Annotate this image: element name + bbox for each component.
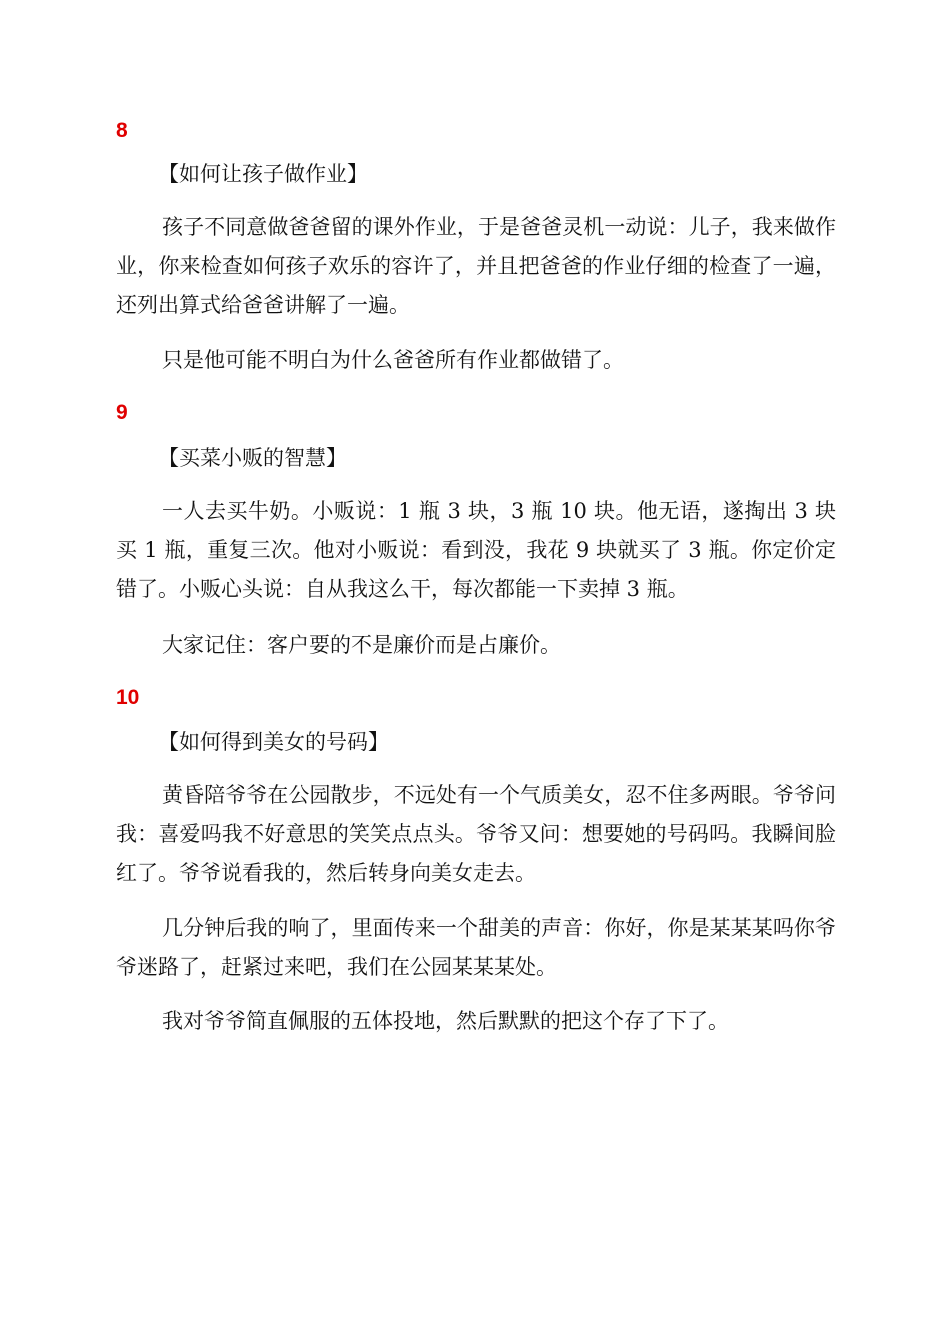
section-number-9: 9	[116, 401, 128, 424]
paragraph-10-3: 我对爷爷简直佩服的五体投地，然后默默的把这个存了下了。	[162, 1009, 729, 1033]
paragraph-8-1: 孩子不同意做爸爸留的课外作业，于是爸爸灵机一动说：儿子，我来做作业，你来检查如何孩子欢乐的容许了，并且把爸爸的作业仔细的检查了一遍，还列出算式给爸爸讲解了一遍。	[116, 215, 836, 317]
paragraph-10-2: 几分钟后我的响了，里面传来一个甜美的声音：你好，你是某某某吗你爷爷迷路了，赶紧过来吧，我们在公园某某某处。	[116, 916, 836, 979]
paragraph-9-2: 大家记住：客户要的不是廉价而是占廉价。	[162, 633, 561, 657]
section-number-10: 10	[116, 686, 140, 709]
paragraph-8-2: 只是他可能不明白为什么爸爸所有作业都做错了。	[162, 348, 624, 372]
paragraph-9-1: 一人去买牛奶。小贩说：1 瓶 3 块，3 瓶 10 块。他无语，遂掏出 3 块买 1 瓶，重复三次。他对小贩说：看到没，我花 9 块就买了 3 瓶。你定价定错了。小贩心头说：自从我这么干，每次都能一下卖掉 3 瓶。	[116, 499, 836, 601]
section-number-8: 8	[116, 119, 128, 142]
section-title-9: 【买菜小贩的智慧】	[158, 446, 347, 470]
paragraph-10-1: 黄昏陪爷爷在公园散步，不远处有一个气质美女，忍不住多两眼。爷爷问我：喜爱吗我不好意思的笑笑点点头。爷爷又问：想要她的号码吗。我瞬间脸红了。爷爷说看我的，然后转身向美女走去。	[116, 783, 836, 885]
section-title-10: 【如何得到美女的号码】	[158, 730, 389, 754]
section-title-8: 【如何让孩子做作业】	[158, 162, 368, 186]
